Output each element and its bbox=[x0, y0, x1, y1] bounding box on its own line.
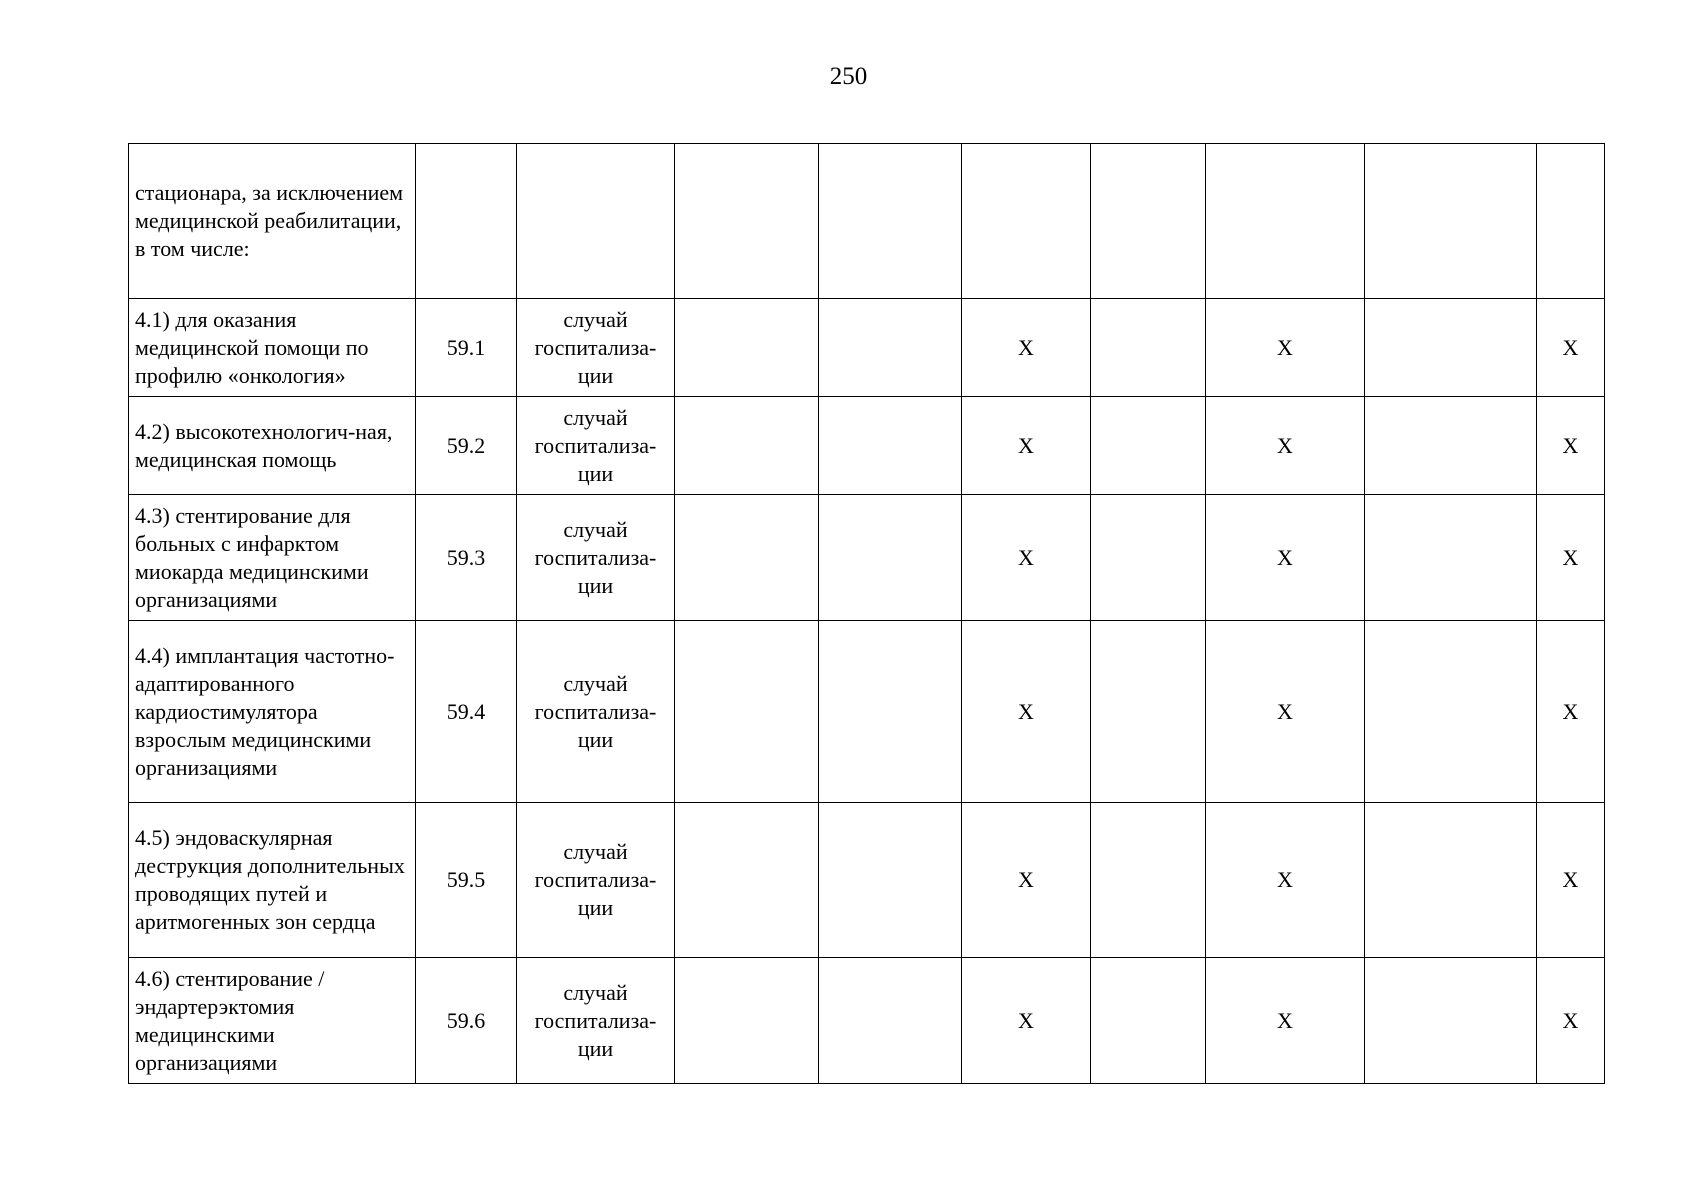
row-col4-cell bbox=[675, 397, 819, 495]
data-table bbox=[128, 143, 1605, 1084]
row-col8-cell: X bbox=[1206, 958, 1365, 1084]
row-col4-cell bbox=[675, 144, 819, 299]
row-col9-cell bbox=[1365, 299, 1537, 397]
row-col8-cell: X bbox=[1206, 495, 1365, 621]
page-number: 250 bbox=[829, 63, 868, 90]
row-col10-cell: X bbox=[1537, 621, 1605, 803]
row-col5-cell bbox=[819, 958, 962, 1084]
row-name-cell: 4.1) для оказания медицинской помощи по профилю «онкология» bbox=[129, 299, 416, 397]
table-row bbox=[129, 397, 1605, 495]
row-name-cell: стационара, за исключением медицинской реабилитации, в том числе: bbox=[129, 144, 416, 299]
row-col6-cell: X bbox=[962, 397, 1091, 495]
row-code-cell: 59.2 bbox=[416, 397, 517, 495]
row-col5-cell bbox=[819, 144, 962, 299]
row-col5-cell bbox=[819, 495, 962, 621]
row-name-cell: 4.6) стентирование / эндартерэктомия медицинскими организациями bbox=[129, 958, 416, 1084]
row-col6-cell: X bbox=[962, 299, 1091, 397]
row-name-cell: 4.4) имплантация частотно-адаптированного кардиостимулятора взрослым медицинскими организациями bbox=[129, 621, 416, 803]
row-col9-cell bbox=[1365, 958, 1537, 1084]
row-col7-cell bbox=[1091, 621, 1206, 803]
row-code-cell: 59.5 bbox=[416, 803, 517, 958]
table-row bbox=[129, 495, 1605, 621]
row-unit-cell: случай госпитализа-ции bbox=[517, 495, 675, 621]
row-col4-cell bbox=[675, 803, 819, 958]
row-col8-cell: X bbox=[1206, 621, 1365, 803]
row-name-cell: 4.5) эндоваскулярная деструкция дополнительных проводящих путей и аритмогенных зон сердца bbox=[129, 803, 416, 958]
row-col5-cell bbox=[819, 803, 962, 958]
row-col5-cell bbox=[819, 621, 962, 803]
row-col9-cell bbox=[1365, 495, 1537, 621]
row-unit-cell: случай госпитализа-ции bbox=[517, 958, 675, 1084]
row-code-cell: 59.1 bbox=[416, 299, 517, 397]
row-col7-cell bbox=[1091, 299, 1206, 397]
row-col4-cell bbox=[675, 299, 819, 397]
row-col8-cell bbox=[1206, 144, 1365, 299]
row-col8-cell: X bbox=[1206, 397, 1365, 495]
row-col7-cell bbox=[1091, 958, 1206, 1084]
row-col7-cell bbox=[1091, 144, 1206, 299]
row-unit-cell: случай госпитализа-ции bbox=[517, 397, 675, 495]
table-row bbox=[129, 621, 1605, 803]
row-name-cell: 4.2) высокотехнологич-ная, медицинская помощь bbox=[129, 397, 416, 495]
row-col6-cell bbox=[962, 144, 1091, 299]
row-col7-cell bbox=[1091, 803, 1206, 958]
row-col10-cell: X bbox=[1537, 958, 1605, 1084]
row-col10-cell bbox=[1537, 144, 1605, 299]
row-col10-cell: X bbox=[1537, 299, 1605, 397]
row-code-cell: 59.4 bbox=[416, 621, 517, 803]
row-col9-cell bbox=[1365, 803, 1537, 958]
row-unit-cell: случай госпитализа-ции bbox=[517, 621, 675, 803]
row-col9-cell bbox=[1365, 621, 1537, 803]
row-name-cell: 4.3) стентирование для больных с инфарктом миокарда медицинскими организациями bbox=[129, 495, 416, 621]
row-unit-cell bbox=[517, 144, 675, 299]
row-code-cell: 59.3 bbox=[416, 495, 517, 621]
row-code-cell: 59.6 bbox=[416, 958, 517, 1084]
row-col10-cell: X bbox=[1537, 397, 1605, 495]
row-unit-cell: случай госпитализа-ции bbox=[517, 299, 675, 397]
table-row bbox=[129, 144, 1605, 299]
row-col10-cell: X bbox=[1537, 495, 1605, 621]
row-col6-cell: X bbox=[962, 495, 1091, 621]
row-col8-cell: X bbox=[1206, 299, 1365, 397]
row-code-cell bbox=[416, 144, 517, 299]
row-col7-cell bbox=[1091, 495, 1206, 621]
row-col6-cell: X bbox=[962, 803, 1091, 958]
row-col8-cell: X bbox=[1206, 803, 1365, 958]
row-col4-cell bbox=[675, 621, 819, 803]
table-row bbox=[129, 958, 1605, 1084]
row-col5-cell bbox=[819, 299, 962, 397]
row-col4-cell bbox=[675, 958, 819, 1084]
row-col6-cell: X bbox=[962, 958, 1091, 1084]
row-col9-cell bbox=[1365, 397, 1537, 495]
row-col9-cell bbox=[1365, 144, 1537, 299]
row-col4-cell bbox=[675, 495, 819, 621]
table-row bbox=[129, 803, 1605, 958]
row-col6-cell: X bbox=[962, 621, 1091, 803]
row-col10-cell: X bbox=[1537, 803, 1605, 958]
row-unit-cell: случай госпитализа-ции bbox=[517, 803, 675, 958]
table-row bbox=[129, 299, 1605, 397]
row-col7-cell bbox=[1091, 397, 1206, 495]
row-col5-cell bbox=[819, 397, 962, 495]
